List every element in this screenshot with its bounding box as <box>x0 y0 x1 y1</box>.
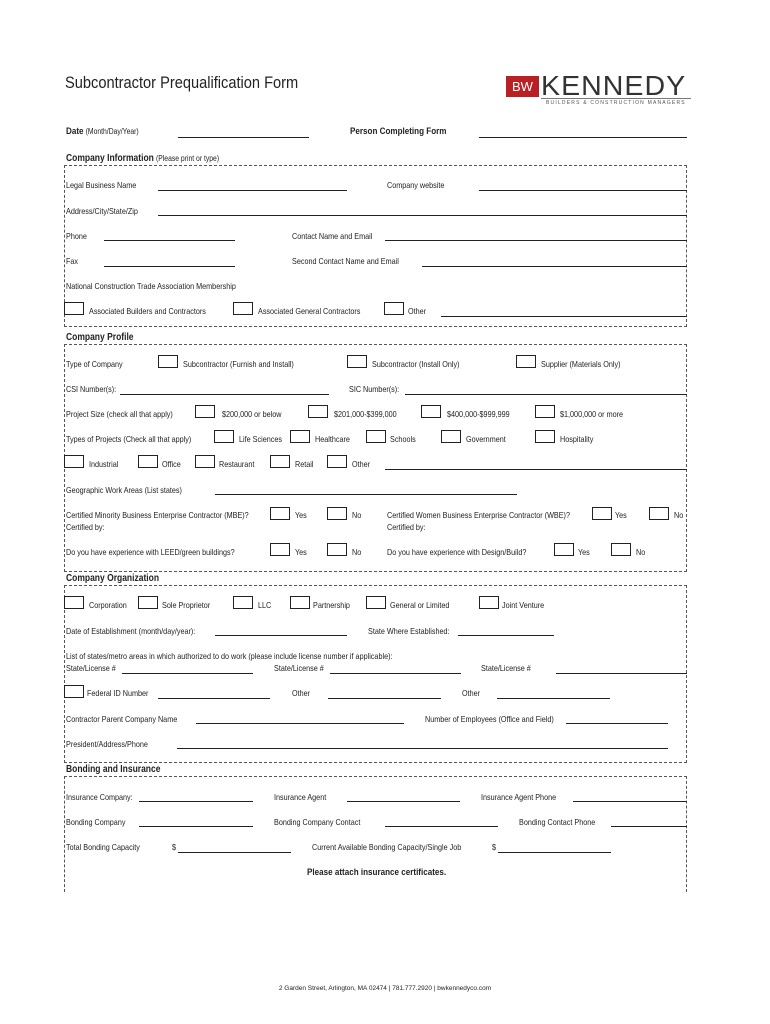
size4-checkbox[interactable] <box>535 405 555 418</box>
legal-name-label: Legal Business Name <box>66 180 137 190</box>
president-label: President/Address/Phone <box>66 739 148 749</box>
contact-label: Contact Name and Email <box>292 231 373 241</box>
geo-field[interactable] <box>215 494 517 495</box>
government-label: Government <box>466 434 506 444</box>
insurance-agent-label: Insurance Agent <box>274 792 327 802</box>
company-organization-heading: Company Organization <box>66 573 160 584</box>
leed-no-label: No <box>352 547 362 557</box>
sic-field[interactable] <box>405 394 687 395</box>
state-license-label-3: State/License # <box>481 663 531 673</box>
mbe-label: Certified Minority Business Enterprise Contractor (MBE)? <box>66 510 249 520</box>
bonding-contact-label: Bonding Company Contact <box>274 817 361 827</box>
logo-underline <box>541 98 691 99</box>
company-info-heading: Company Information <box>66 153 154 164</box>
geo-label: Geographic Work Areas (List states) <box>66 485 182 495</box>
size2-checkbox[interactable] <box>308 405 328 418</box>
org-other-field-1[interactable] <box>328 698 441 699</box>
total-capacity-dollar: $ <box>172 842 177 852</box>
wbe-yes-checkbox[interactable] <box>592 507 612 520</box>
office-checkbox[interactable] <box>138 455 158 468</box>
mbe-yes-label: Yes <box>295 510 307 520</box>
phone-field[interactable] <box>104 240 235 241</box>
bonding-contact-field[interactable] <box>385 826 498 827</box>
logo-tagline: BUILDERS & CONSTRUCTION MANAGERS <box>546 100 686 106</box>
date-label: Date <box>66 126 84 137</box>
bonding-heading: Bonding and Insurance <box>66 764 161 775</box>
date-field[interactable] <box>178 137 309 138</box>
website-field[interactable] <box>479 190 687 191</box>
db-yes-label: Yes <box>578 547 590 557</box>
address-label: Address/City/State/Zip <box>66 206 138 216</box>
other-type-checkbox[interactable] <box>327 455 347 468</box>
size3-label: $400,000-$999,999 <box>447 409 510 419</box>
project-types-label: Types of Projects (Check all that apply) <box>66 434 192 444</box>
state-established-field[interactable] <box>458 635 554 636</box>
general-limited-label: General or Limited <box>390 600 450 610</box>
bonding-company-field[interactable] <box>139 826 253 827</box>
general-limited-checkbox[interactable] <box>366 596 386 609</box>
db-no-label: No <box>636 547 646 557</box>
llc-checkbox[interactable] <box>233 596 253 609</box>
single-capacity-label: Current Available Bonding Capacity/Single Job <box>312 842 462 852</box>
db-yes-checkbox[interactable] <box>554 543 574 556</box>
joint-venture-checkbox[interactable] <box>479 596 499 609</box>
restaurant-checkbox[interactable] <box>195 455 215 468</box>
type-of-company-label: Type of Company <box>66 359 123 369</box>
sub-furnish-checkbox[interactable] <box>158 355 178 368</box>
president-field[interactable] <box>177 748 668 749</box>
supplier-checkbox[interactable] <box>516 355 536 368</box>
insurance-phone-field[interactable] <box>573 801 687 802</box>
insurance-company-field[interactable] <box>139 801 253 802</box>
partnership-checkbox[interactable] <box>290 596 310 609</box>
mbe-no-label: No <box>352 510 362 520</box>
established-label: Date of Establishment (month/day/year): <box>66 626 196 636</box>
sole-checkbox[interactable] <box>138 596 158 609</box>
mbe-no-checkbox[interactable] <box>327 507 347 520</box>
leed-label: Do you have experience with LEED/green buildings? <box>66 547 235 557</box>
project-size-label: Project Size (check all that apply) <box>66 409 173 419</box>
employees-field[interactable] <box>566 723 668 724</box>
size1-checkbox[interactable] <box>195 405 215 418</box>
hospitality-label: Hospitality <box>560 434 594 444</box>
state-license-label-2: State/License # <box>274 663 324 673</box>
abc-label: Associated Builders and Contractors <box>89 306 206 316</box>
fed-id-label: Federal ID Number <box>87 688 149 698</box>
state-license-field-2[interactable] <box>330 673 461 674</box>
date-hint: (Month/Day/Year) <box>85 127 139 136</box>
other-type-label: Other <box>352 459 371 469</box>
leed-yes-checkbox[interactable] <box>270 543 290 556</box>
form-title: Subcontractor Prequalification Form <box>65 73 299 92</box>
company-organization-section <box>64 585 687 763</box>
bonding-phone-label: Bonding Contact Phone <box>519 817 596 827</box>
state-license-label-1: State/License # <box>66 663 116 673</box>
contact-field[interactable] <box>385 240 687 241</box>
csi-label: CSI Number(s): <box>66 384 117 394</box>
second-contact-field[interactable] <box>422 266 687 267</box>
size1-label: $200,000 or below <box>222 409 282 419</box>
org-other-label-2: Other <box>462 688 481 698</box>
insurance-company-label: Insurance Company: <box>66 792 133 802</box>
bonding-phone-field[interactable] <box>611 826 687 827</box>
industrial-checkbox[interactable] <box>64 455 84 468</box>
agc-label: Associated General Contractors <box>258 306 361 316</box>
healthcare-checkbox[interactable] <box>290 430 310 443</box>
second-contact-label: Second Contact Name and Email <box>292 256 399 266</box>
other-membership-label: Other <box>408 306 427 316</box>
states-list-label: List of states/metro areas in which authorized to do work (please include license number if applicable): <box>66 651 393 661</box>
org-other-label-1: Other <box>292 688 311 698</box>
fax-label: Fax <box>66 256 79 266</box>
attach-certificates-note: Please attach insurance certificates. <box>307 867 447 878</box>
employees-label: Number of Employees (Office and Field) <box>425 714 554 724</box>
supplier-label: Supplier (Materials Only) <box>541 359 621 369</box>
state-established-label: State Where Established: <box>368 626 450 636</box>
design-build-label: Do you have experience with Design/Build? <box>387 547 527 557</box>
phone-label: Phone <box>66 231 87 241</box>
wbe-no-label: No <box>674 510 684 520</box>
org-other-field-2[interactable] <box>497 698 610 699</box>
joint-venture-label: Joint Venture <box>502 600 545 610</box>
restaurant-label: Restaurant <box>219 459 255 469</box>
sic-label: SIC Number(s): <box>349 384 400 394</box>
insurance-phone-label: Insurance Agent Phone <box>481 792 557 802</box>
schools-checkbox[interactable] <box>366 430 386 443</box>
total-capacity-label: Total Bonding Capacity <box>66 842 140 852</box>
state-license-field-1[interactable] <box>122 673 253 674</box>
csi-field[interactable] <box>120 394 329 395</box>
wbe-yes-label: Yes <box>615 510 627 520</box>
government-checkbox[interactable] <box>441 430 461 443</box>
size3-checkbox[interactable] <box>421 405 441 418</box>
office-label: Office <box>162 459 181 469</box>
industrial-label: Industrial <box>89 459 119 469</box>
address-field[interactable] <box>158 215 687 216</box>
sub-furnish-label: Subcontractor (Furnish and Install) <box>183 359 294 369</box>
wbe-label: Certified Women Business Enterprise Contractor (WBE)? <box>387 510 570 520</box>
hospitality-checkbox[interactable] <box>535 430 555 443</box>
bonding-company-label: Bonding Company <box>66 817 126 827</box>
insurance-agent-field[interactable] <box>347 801 460 802</box>
logo-name: KENNEDY <box>541 70 687 101</box>
person-completing-label: Person Completing Form <box>350 126 447 137</box>
llc-label: LLC <box>258 600 272 610</box>
state-license-field-3[interactable] <box>556 673 687 674</box>
sole-label: Sole Proprietor <box>162 600 211 610</box>
abc-checkbox[interactable] <box>64 302 84 315</box>
life-sciences-checkbox[interactable] <box>214 430 234 443</box>
size4-label: $1,000,000 or more <box>560 409 624 419</box>
mbe-yes-checkbox[interactable] <box>270 507 290 520</box>
sub-install-checkbox[interactable] <box>347 355 367 368</box>
leed-no-checkbox[interactable] <box>327 543 347 556</box>
company-info-hint: (Please print or type) <box>155 154 220 163</box>
partnership-label: Partnership <box>313 600 350 610</box>
legal-name-field[interactable] <box>158 190 347 191</box>
other-type-field[interactable] <box>385 469 687 470</box>
mbe-certified-by-label: Certified by: <box>66 522 105 532</box>
parent-company-label: Contractor Parent Company Name <box>66 714 178 724</box>
healthcare-label: Healthcare <box>315 434 350 444</box>
db-no-checkbox[interactable] <box>611 543 631 556</box>
website-label: Company website <box>387 180 445 190</box>
total-capacity-field[interactable] <box>178 852 291 853</box>
size2-label: $201,000-$399,000 <box>334 409 397 419</box>
single-capacity-field[interactable] <box>498 852 611 853</box>
fed-id-checkbox[interactable] <box>64 685 84 698</box>
schools-label: Schools <box>390 434 416 444</box>
page-footer: 2 Garden Street, Arlington, MA 02474 | 781.777.2920 | bwkennedyco.com <box>278 985 492 992</box>
membership-label: National Construction Trade Association Membership <box>66 281 236 291</box>
company-profile-heading: Company Profile <box>66 332 134 343</box>
retail-checkbox[interactable] <box>270 455 290 468</box>
corp-label: Corporation <box>89 600 127 610</box>
retail-label: Retail <box>295 459 314 469</box>
other-membership-field[interactable] <box>441 316 687 317</box>
single-capacity-dollar: $ <box>492 842 497 852</box>
sub-install-label: Subcontractor (Install Only) <box>372 359 460 369</box>
wbe-no-checkbox[interactable] <box>649 507 669 520</box>
person-completing-field[interactable] <box>479 137 687 138</box>
parent-company-field[interactable] <box>196 723 404 724</box>
agc-checkbox[interactable] <box>233 302 253 315</box>
leed-yes-label: Yes <box>295 547 307 557</box>
other-membership-checkbox[interactable] <box>384 302 404 315</box>
life-sciences-label: Life Sciences <box>239 434 282 444</box>
fed-id-field[interactable] <box>158 698 270 699</box>
wbe-certified-by-label: Certified by: <box>387 522 426 532</box>
established-field[interactable] <box>215 635 347 636</box>
fax-field[interactable] <box>104 266 235 267</box>
logo-mark: BW <box>506 76 539 97</box>
corp-checkbox[interactable] <box>64 596 84 609</box>
